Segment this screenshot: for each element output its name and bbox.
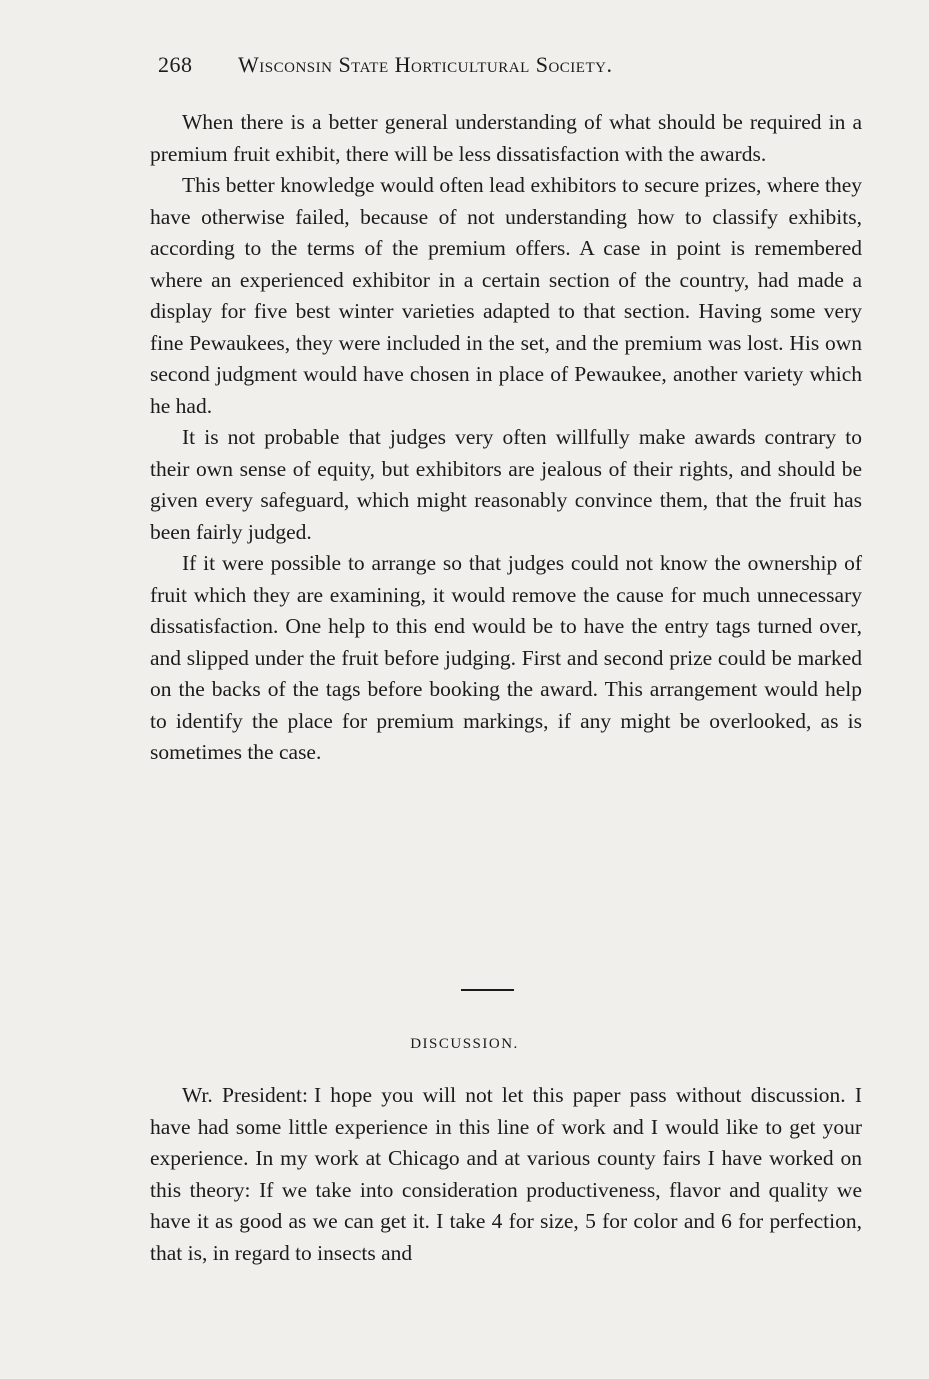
discussion-paragraph <box>150 1080 862 1269</box>
discussion-heading: DISCUSSION. <box>410 1036 519 1052</box>
paragraph: It is not probable that judges very often willfully make awards contrary to their own sense of equity, but exhibitors are jealous of their rights, and should be given every safeguard, which might reasonably convince them, that the fruit has been fairly judged. <box>150 425 862 544</box>
paragraph: When there is a better general understanding of what should be required in a premium fruit exhibit, there will be less dissatisfaction with the awards. <box>150 110 862 166</box>
page-header <box>158 52 798 78</box>
discussion-body <box>150 1080 862 1269</box>
paragraph: This better knowledge would often lead exhibitors to secure prizes, where they have otherwise failed, because of not understanding how to classify exhibits, according to the terms of the premium offers. A case in point is remembered where an experienced exhibitor in a certain section of the country, had made a display for five best winter varieties adapted to that section. Having some very fine Pewaukees, they were included in the set, and the premium was lost. His own second judgment would have chosen in place of Pewaukee, another variety which he had. <box>150 173 862 418</box>
discussion-text: I hope you will not let this paper pass without discussion. I have had some little experience in this line of work and I would like to get your experience. In my work at Chicago and at various county fairs I have worked on this theory: If we take into consideration productiveness, flavor and quality we have it as good as we can get it. I take 4 for size, 5 for color and 6 for perfection, that is, in regard to insects and <box>150 1083 862 1265</box>
essay-body <box>150 107 862 769</box>
speaker-label: Wr. President: <box>182 1083 308 1107</box>
paragraph: If it were possible to arrange so that judges could not know the ownership of fruit which they are examining, it would remove the cause for much unnecessary dissatisfaction. One help to this end would be to have the entry tags turned over, and slipped under the fruit before judging. First and second prize could be marked on the backs of the tags before booking the award. This arrangement would help to identify the place for premium markings, if any might be overlooked, as is sometimes the case. <box>150 551 862 764</box>
page-number: 268 <box>158 52 193 77</box>
running-title: Wisconsin State Horticultural Society. <box>238 52 613 77</box>
section-divider <box>461 989 514 991</box>
